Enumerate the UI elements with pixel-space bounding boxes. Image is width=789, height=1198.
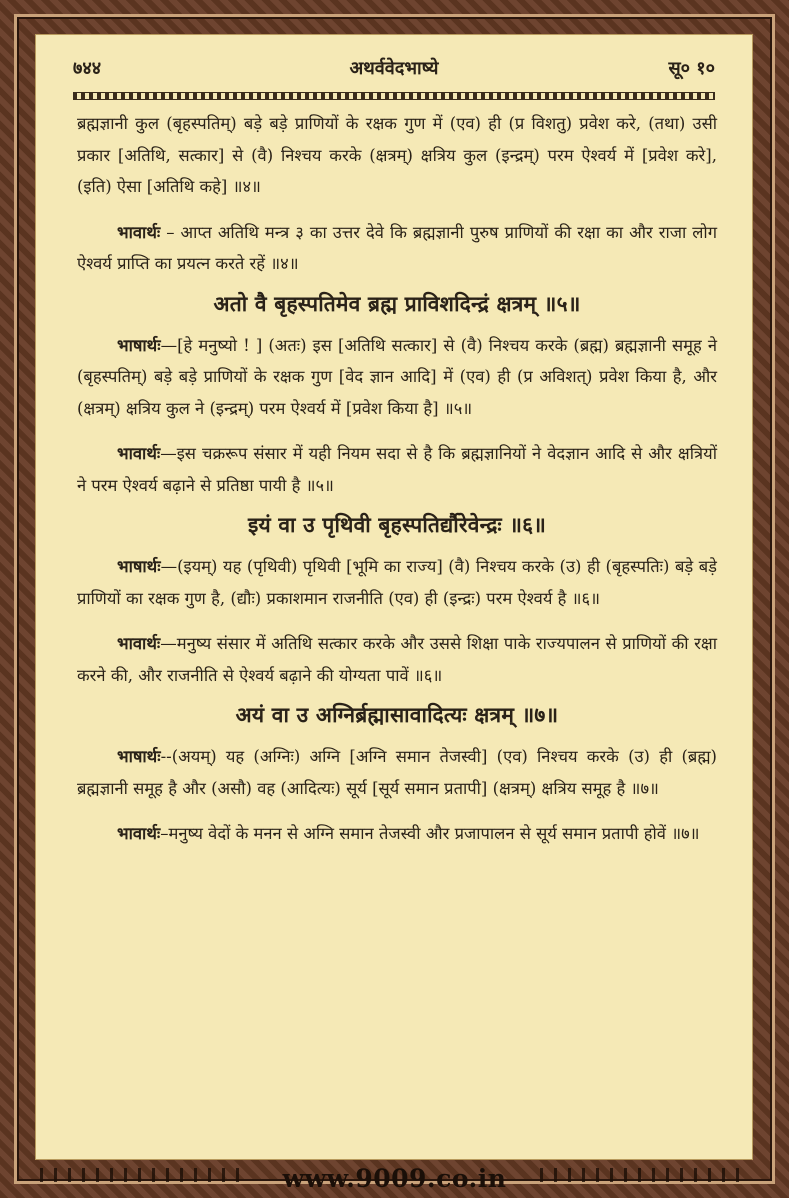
- mantra-6: इयं वा उ पृथिवी बृहस्पतिर्द्यौरेवेन्द्रः ॥६॥: [247, 512, 547, 537]
- bhavarth-label: भावार्थः: [117, 824, 161, 843]
- mantra-5: अतो वै बृहस्पतिमेव ब्रह्म प्राविशदिन्द्रं क्षत्रम् ॥५॥: [213, 290, 581, 316]
- book-page: [35, 34, 753, 1160]
- bhashartha-label: भाषार्थः: [117, 335, 161, 355]
- bhavarth-label: भावार्थः: [117, 222, 161, 242]
- header-divider: [73, 92, 715, 100]
- mantra-7: अयं वा उ अग्निर्ब्रह्मासावादित्यः क्षत्रम् ॥७॥: [235, 702, 559, 727]
- paragraph-text: —मनुष्य संसार में अतिथि सत्कार करके और उससे शिक्षा पाके राज्यपालन से प्राणियों की रक्षा करने की, और राजनीति से ऐश्वर्य बढ़ाने की योग्यता पावें ॥६॥: [77, 634, 717, 685]
- paragraph-text: – आप्त अतिथि मन्त्र ३ का उत्तर देवे कि ब्रह्मज्ञानी पुरुष प्राणियों की रक्षा का और राजा लोग ऐश्वर्य प्राप्ति का प्रयत्न करते रहें ॥४॥: [77, 222, 717, 273]
- paragraph-2: [77, 217, 717, 280]
- bhavarth-label: भावार्थः: [117, 634, 161, 653]
- paragraph-text: --(अयम्) यह (अग्निः) अग्नि [अग्नि समान तेजस्वी] (एव) निश्चय करके (उ) ही (ब्रह्म) ब्रह्मज्ञानी समूह है और (असौ) वह (आदित्यः) सूर्य [सूर्य समान प्रतापी] (क्षत्रम्) क्षत्रिय समूह है ॥७॥: [77, 747, 717, 798]
- bhavarth-label: भावार्थः: [117, 444, 161, 463]
- page-header: [73, 56, 715, 86]
- page-number: ७४४: [73, 58, 102, 79]
- paragraph-7: [77, 741, 717, 804]
- paragraph-text: —इस चक्ररूप संसार में यही नियम सदा से है कि ब्रह्मज्ञानियों ने वेदज्ञान आदि से और क्षत्रियों ने परम ऐश्वर्य बढ़ाने से प्रतिष्ठा पायी है ॥५॥: [77, 444, 717, 495]
- paragraph-8: [77, 818, 717, 850]
- paragraph-text: —(इयम्) यह (पृथिवी) पृथिवी [भूमि का राज्य] (वै) निश्चय करके (उ) ही (बृहस्पतिः) बड़े बड़े प्राणियों का रक्षक गुण है, (द्यौः) प्रकाशमान राजनीति (एव) ही (इन्द्रः) परम ऐश्वर्य है ॥६॥: [77, 557, 717, 608]
- page-content: [77, 108, 717, 850]
- book-title: अथर्ववेदभाष्ये: [349, 58, 439, 79]
- paragraph-4: [77, 438, 717, 501]
- bhashartha-label: भाषार्थः: [117, 747, 161, 766]
- footer: [0, 1164, 789, 1194]
- sukta-number: सू० १०: [668, 58, 715, 79]
- paragraph-text: –मनुष्य वेदों के मनन से अग्नि समान तेजस्वी और प्रजापालन से सूर्य समान प्रतापी होवें ॥७॥: [160, 824, 700, 843]
- website-link[interactable]: www.9009.co.in: [282, 1164, 507, 1193]
- paragraph-3: [77, 330, 717, 425]
- paragraph-5: [77, 551, 717, 614]
- paragraph-1: ब्रह्मज्ञानी कुल (बृहस्पतिम्) बड़े बड़े प्राणियों के रक्षक गुण में (एव) ही (प्र विशतु) प्रवेश करे, (तथा) उसी प्रकार [अतिथि, सत्कार] से (वै) निश्चय करके (क्षत्रम्) क्षत्रिय कुल (इन्द्रम्) परम ऐश्वर्य में [प्रवेश करे], (इति) ऐसा [अतिथि कहे] ॥४॥: [77, 114, 717, 196]
- paragraph-6: [77, 628, 717, 691]
- paragraph-text: —[हे मनुष्यो ! ] (अतः) इस [अतिथि सत्कार] से (वै) निश्चय करके (ब्रह्म) ब्रह्मज्ञानी समूह ने (बृहस्पतिम्) बड़े बड़े प्राणियों के रक्षक गुण [वेद ज्ञान आदि] में (एव) ही (प्र अविशत्) प्रवेश किया है, और (क्षत्रम्) क्षत्रिय कुल ने (इन्द्रम्) परम ऐश्वर्य में [प्रवेश किया है] ॥५॥: [77, 335, 717, 418]
- bhashartha-label: भाषार्थः: [117, 557, 161, 576]
